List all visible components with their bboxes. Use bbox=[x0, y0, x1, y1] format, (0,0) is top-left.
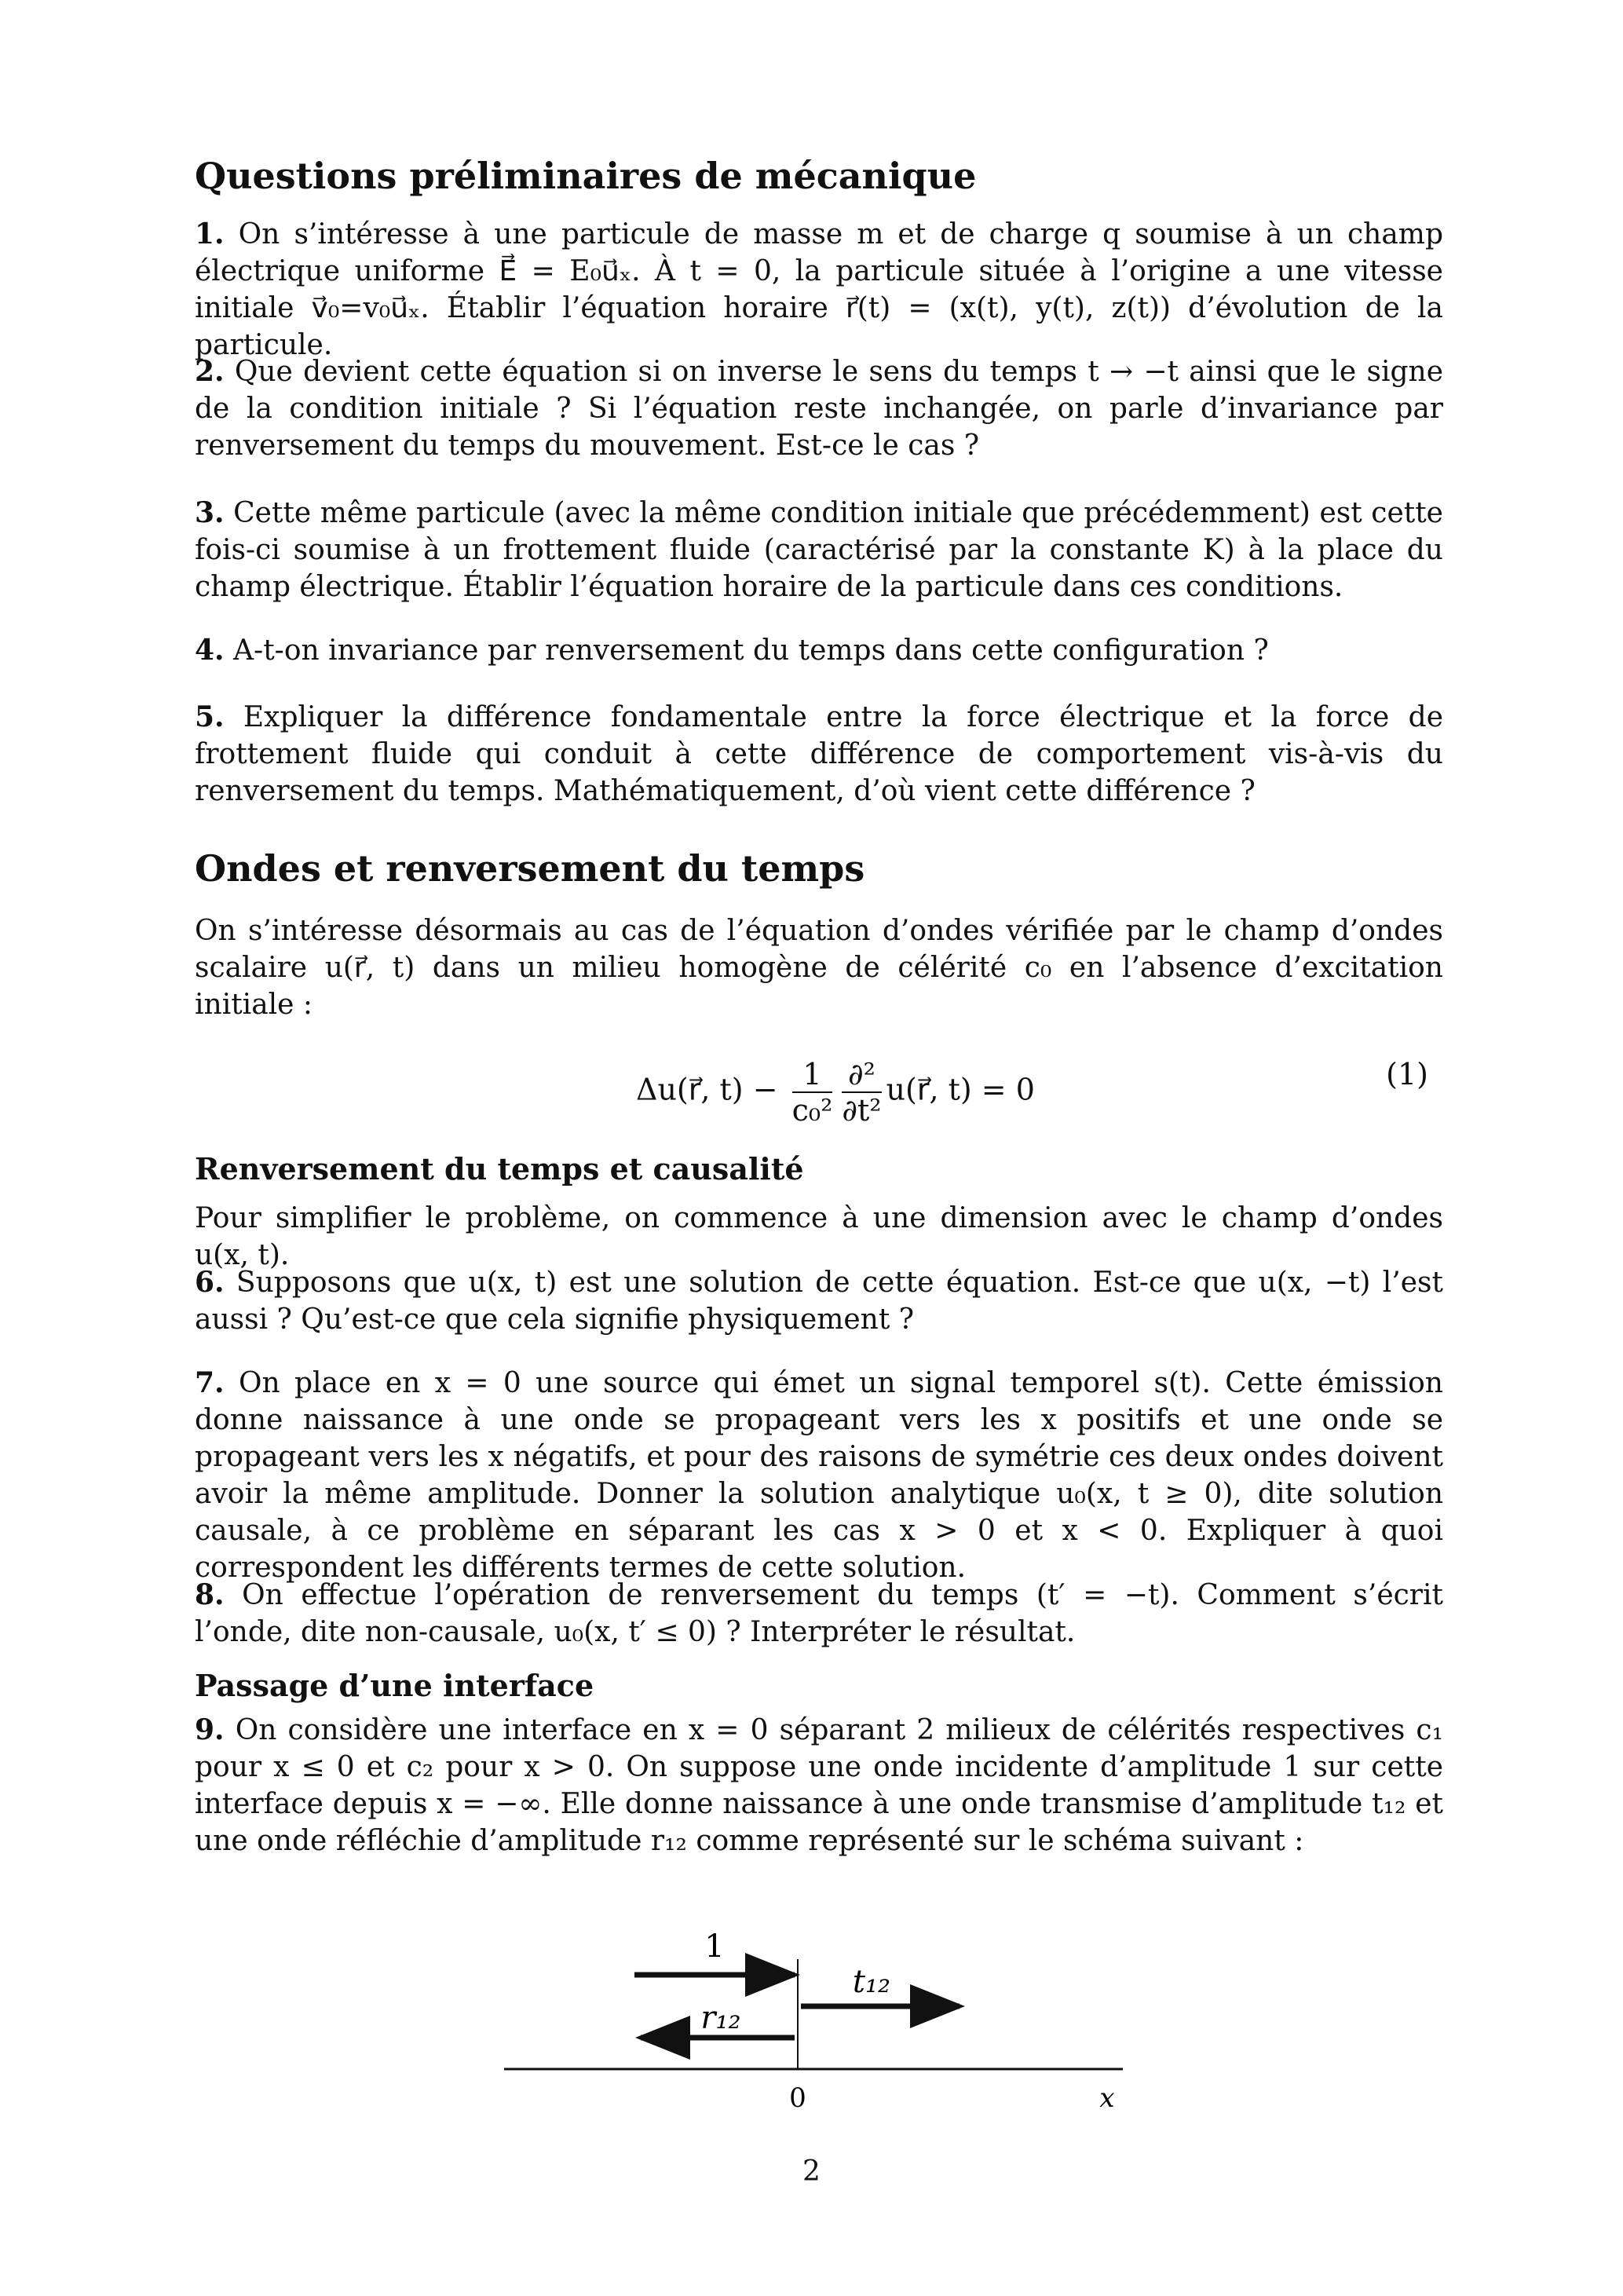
waves-intro: On s’intéresse désormais au cas de l’équation d’ondes vérifiée par le champ d’ondes scalaire u(r⃗, t) dans un milieu homogène de célérité c₀ en l’absence d’excitation initiale : bbox=[195, 915, 1443, 1021]
question-3-number: 3. bbox=[195, 496, 225, 529]
question-8-number: 8. bbox=[195, 1578, 225, 1611]
axis-label: x bbox=[1099, 2082, 1115, 2114]
fraction-1-denominator: c₀² bbox=[791, 1093, 833, 1128]
question-1-text: On s’intéresse à une particule de masse m et de charge q soumise à un champ électrique uniforme E⃗ = E₀u⃗ₓ. À t = 0, la particule située à l’origine a une vitesse initiale v⃗₀=v₀u⃗ₓ. Établir l’équation horaire r⃗(t) = (x(t), y(t), z(t)) d’évolution de la particule. bbox=[195, 218, 1443, 361]
fraction-1-numerator: 1 bbox=[792, 1057, 833, 1093]
incident-label: 1 bbox=[704, 1929, 725, 1965]
equation-lhs: Δu(r⃗, t) − bbox=[636, 1072, 778, 1107]
fraction-2-denominator: ∂t² bbox=[842, 1093, 882, 1128]
question-5-text: Expliquer la différence fondamentale entre la force électrique et la force de frottement fluide qui conduit à cette différence de comportement vis-à-vis du renversement du temps. Mathématiquement, d’où vient cette différence ? bbox=[195, 701, 1443, 807]
question-4-number: 4. bbox=[195, 634, 225, 667]
question-1-number: 1. bbox=[195, 218, 225, 250]
question-3-text: Cette même particule (avec la même condition initiale que précédemment) est cette fois-ci soumise à un frottement fluide (caractérisé par la constante K) à la place du champ électrique. Établir l’équation horaire de la particule dans ces conditions. bbox=[195, 497, 1443, 603]
section-title-mechanics: Questions préliminaires de mécanique bbox=[195, 155, 977, 197]
section-title-waves: Ondes et renversement du temps bbox=[195, 847, 865, 890]
question-8-text: On effectue l’opération de renversement du temps (t′ = −t). Comment s’écrit l’onde, dite non-causale, u₀(x, t′ ≤ 0) ? Interpréter le résultat. bbox=[195, 1579, 1443, 1648]
subsection-title-causality: Renversement du temps et causalité bbox=[195, 1151, 804, 1186]
question-6-text: Supposons que u(x, t) est une solution de cette équation. Est-ce que u(x, −t) l’est aussi ? Qu’est-ce que cela signifie physiquement ? bbox=[195, 1267, 1443, 1336]
question-7-text: On place en x = 0 une source qui émet un signal temporel s(t). Cette émission donne naissance à une onde se propageant vers les x positifs et une onde se propageant vers les x négatifs, et pour des raisons de symétrie ces deux ondes doivent avoir la même amplitude. Donner la solution analytique u₀(x, t ≥ 0), dite solution causale, à ce problème en séparant les cas x > 0 et x < 0. Expliquer à quoi correspondent les différents termes de cette solution. bbox=[195, 1367, 1443, 1584]
subsection-title-interface: Passage d’une interface bbox=[195, 1668, 594, 1703]
question-2-number: 2. bbox=[195, 355, 225, 388]
causality-intro: Pour simplifier le problème, on commence à une dimension avec le champ d’ondes u(x, t). bbox=[195, 1202, 1443, 1271]
page-number: 2 bbox=[802, 2155, 821, 2188]
question-6-number: 6. bbox=[195, 1266, 225, 1299]
origin-label: 0 bbox=[789, 2082, 806, 2114]
question-7-number: 7. bbox=[195, 1366, 225, 1399]
equation-rhs: u(r⃗, t) = 0 bbox=[886, 1072, 1035, 1107]
question-9-number: 9. bbox=[195, 1713, 225, 1746]
reflected-label: r₁₂ bbox=[700, 2000, 741, 2036]
fraction-2-numerator: ∂² bbox=[842, 1057, 881, 1093]
transmitted-label: t₁₂ bbox=[852, 1964, 891, 2000]
question-9-text: On considère une interface en x = 0 séparant 2 milieux de célérités respectives c₁ pour x ≤ 0 et c₂ pour x > 0. On suppose une onde incidente d’amplitude 1 sur cette interface depuis x = −∞. Elle donne naissance à une onde transmise d’amplitude t₁₂ et une onde réfléchie d’amplitude r₁₂ comme représenté sur le schéma suivant : bbox=[195, 1714, 1443, 1857]
equation-number: (1) bbox=[1386, 1057, 1428, 1091]
question-4-text: A-t-on invariance par renversement du temps dans cette configuration ? bbox=[233, 634, 1269, 667]
question-2-text: Que devient cette équation si on inverse le sens du temps t → −t ainsi que le signe de la condition initiale ? Si l’équation reste inchangée, on parle d’invariance par renversement du temps du mouvement. Est-ce le cas ? bbox=[195, 356, 1444, 462]
question-5-number: 5. bbox=[195, 700, 225, 733]
